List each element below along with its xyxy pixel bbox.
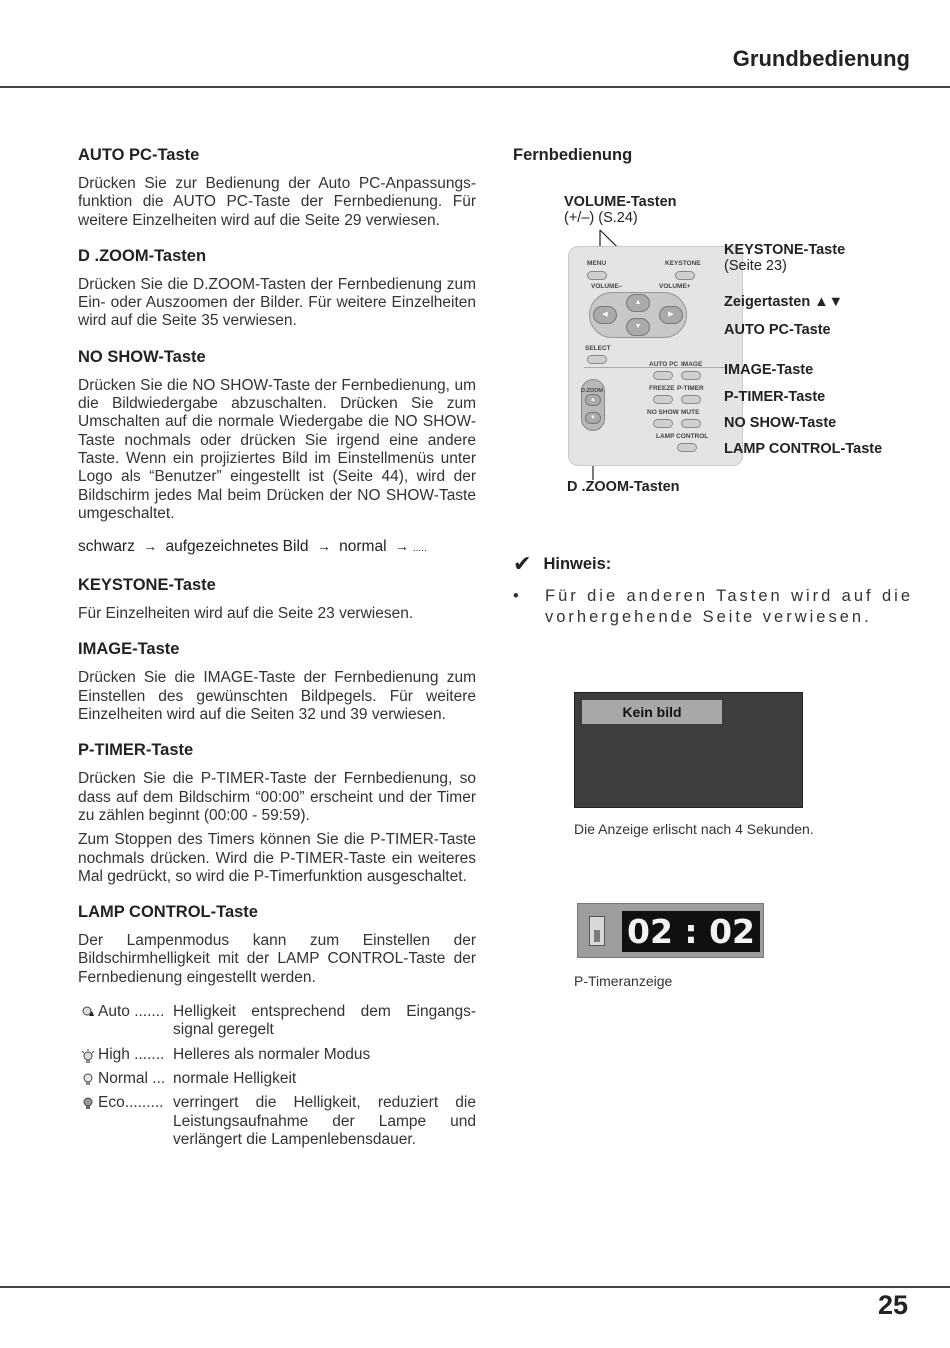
remote-section-title: Fernbedienung — [513, 146, 633, 164]
footer-divider — [0, 1286, 950, 1288]
callout-lamp-control — [724, 441, 882, 457]
callout-no-show — [724, 415, 836, 431]
arrow-right-icon: → — [143, 538, 158, 555]
callout-label: NO SHOW-Taste — [724, 415, 837, 431]
remote-control — [568, 246, 743, 466]
lamp-control-button[interactable] — [677, 443, 697, 452]
section-lamp-control — [78, 903, 476, 1149]
hinweis-text: Für die anderen Tasten wird auf die vorhergehende Seite verwiesen. — [545, 587, 913, 626]
select-button[interactable] — [587, 355, 607, 364]
lamp-auto-icon — [78, 1003, 98, 1040]
remote-label: D.ZOOM — [581, 388, 603, 394]
section-body: Drücken Sie die P-TIMER-Taste der Fernbedienung, so dass auf dem Bildschirm “00:00” erscheint und der Timer zu zählen beginnt (00:00 - 59:59). — [78, 770, 476, 824]
section-body: Drücken Sie zur Bedienung der Auto PC-Anpassungs-funktion die AUTO PC-Taste der Fernbedienung. Für weitere Einzelheiten wird auf die Seite 29 verwiesen. — [78, 175, 476, 229]
pointer-left-button[interactable]: ◀ — [593, 306, 617, 324]
bullet-icon: • — [513, 587, 519, 605]
page-number: 25 — [877, 1290, 908, 1320]
section-keystone — [78, 576, 476, 623]
remote-label: VOLUME+ — [659, 283, 691, 290]
section-title: AUTO PC-Taste — [78, 146, 200, 164]
lamp-mode-name: Normal ... — [98, 1069, 166, 1087]
lamp-mode-desc: Helleres als normaler Modus — [173, 1045, 371, 1063]
hourglass-icon — [589, 916, 605, 946]
callout-label: IMAGE-Taste — [724, 362, 814, 378]
lamp-mode-desc: normale Helligkeit — [173, 1069, 297, 1087]
remote-label: FREEZE — [649, 385, 675, 392]
section-body: Drücken Sie die NO SHOW-Taste der Fernbedienung, um die Bildwiedergabe abzuschalten. Drücken Sie zum Umschalten auf die normale Wiedergabe die NO SHOW-Taste nochmals oder drücken Sie irgend eine andere Taste. Wenn ein projiziertes Bild im Einstellmenüs unter Logo als “Benutzer” eingestellt ist (Seite 44), wird der Bildschirm jedes Mal beim Drücken der NO SHOW-Taste umgeschaltet. — [78, 376, 476, 522]
cycle-ellipsis: ..... — [412, 543, 427, 555]
arrow-right-icon: → — [394, 538, 409, 555]
section-body: Drücken Sie die IMAGE-Taste der Fernbedienung zum Einstellen des gewünschten Bildpegels. Für weitere Einzelheiten wird auf die Seiten 32 und 39 verwiesen. — [78, 669, 476, 724]
callout-dzoom — [567, 479, 680, 495]
no-show-cycle — [78, 538, 476, 556]
keystone-button[interactable] — [675, 271, 695, 280]
lamp-mode-row — [78, 1003, 476, 1040]
hinweis-title: Hinweis: — [543, 554, 612, 573]
remote-diagram — [513, 190, 913, 500]
osd-label: Kein bild — [582, 700, 722, 724]
section-body: Der Lampenmodus kann zum Einstellen der Bildschirmhelligkeit mit der LAMP CONTROL-Taste der Fernbedienung eingestellt werden. — [78, 932, 476, 986]
remote-label: SELECT — [585, 345, 611, 352]
callout-label: P-TIMER-Taste — [724, 389, 826, 405]
remote-label: MUTE — [681, 409, 700, 416]
p-timer-display — [577, 903, 764, 958]
callout-sub: (+/–) (S.24) — [564, 210, 638, 226]
hinweis-heading — [513, 551, 913, 577]
callout-keystone — [724, 242, 845, 274]
pointer-right-button[interactable]: ▶ — [659, 306, 683, 324]
remote-label: MENU — [587, 260, 607, 267]
callout-image — [724, 362, 813, 378]
callout-label: D .ZOOM-Tasten — [567, 479, 680, 495]
remote-label: P-TIMER — [677, 385, 704, 392]
lamp-mode-name: Auto ....... — [98, 1003, 165, 1021]
section-dzoom — [78, 247, 476, 331]
section-auto-pc — [78, 146, 476, 230]
section-title: P-TIMER-Taste — [78, 741, 194, 760]
section-title: KEYSTONE-Taste — [78, 576, 216, 595]
section-body: Drücken Sie die D.ZOOM-Tasten der Fernbedienung zum Ein- oder Auszoomen der Bilder. Für weitere Einzelheiten wird auf die Seite 35 verwiesen. — [78, 275, 476, 330]
mute-button[interactable] — [681, 419, 701, 428]
lamp-mode-row — [78, 1070, 476, 1088]
lamp-mode-row — [78, 1046, 476, 1064]
page-header-title: Grundbedienung — [732, 46, 910, 71]
cycle-step: schwarz — [78, 538, 135, 556]
right-column — [513, 146, 913, 989]
lamp-mode-name: High ....... — [98, 1045, 165, 1063]
section-no-show — [78, 348, 476, 523]
remote-label: VOLUME– — [591, 283, 623, 290]
dzoom-up-button[interactable]: ▲ — [585, 394, 601, 406]
callout-volume — [564, 194, 677, 226]
callout-label: VOLUME-Tasten — [564, 194, 677, 210]
lamp-mode-list — [78, 1003, 476, 1149]
cycle-step: normal — [339, 538, 387, 556]
callout-label: LAMP CONTROL-Taste — [724, 441, 883, 457]
section-title: LAMP CONTROL-Taste — [78, 903, 258, 922]
no-show-button[interactable] — [653, 419, 673, 428]
pointer-up-button[interactable]: ▲ — [626, 294, 650, 312]
dzoom-buttons — [581, 379, 605, 431]
dzoom-down-button[interactable]: ▼ — [585, 412, 601, 424]
remote-label: AUTO PC — [649, 361, 679, 368]
section-image — [78, 640, 476, 724]
section-body: Zum Stoppen des Timers können Sie die P-TIMER-Taste nochmals drücken. Wird die P-TIMER-Taste ein weiteres Mal gedrückt, so wird die P-Timerfunktion ausgeschaltet. — [78, 831, 476, 885]
lamp-normal-icon — [78, 1070, 98, 1088]
header-divider — [0, 86, 950, 88]
callout-sub: (Seite 23) — [724, 258, 787, 274]
section-title: NO SHOW-Taste — [78, 347, 206, 366]
lamp-mode-desc: Helligkeit entsprechend dem Eingangs-signal geregelt — [173, 1003, 476, 1039]
lamp-mode-row — [78, 1094, 476, 1149]
callout-label: Zeigertasten ▲▼ — [724, 294, 843, 310]
checkmark-icon: ✔ — [513, 551, 532, 576]
arrow-right-icon: → — [316, 538, 331, 555]
pointer-down-button[interactable]: ▼ — [626, 318, 650, 336]
osd-caption: Die Anzeige erlischt nach 4 Sekunden. — [574, 821, 814, 837]
callout-auto-pc — [724, 322, 831, 338]
p-timer-button[interactable] — [681, 395, 701, 404]
callout-label: KEYSTONE-Taste — [724, 242, 846, 258]
remote-label: NO SHOW — [647, 409, 679, 416]
timer-caption: P-Timeranzeige — [574, 973, 673, 989]
cycle-step: aufgezeichnetes Bild — [165, 538, 309, 556]
section-title: D .ZOOM-Tasten — [78, 246, 207, 265]
auto-pc-button[interactable] — [653, 371, 673, 380]
callout-label: AUTO PC-Taste — [724, 322, 831, 338]
remote-label: LAMP CONTROL — [656, 433, 709, 440]
section-title: IMAGE-Taste — [78, 640, 180, 659]
remote-label: IMAGE — [681, 361, 703, 368]
pointer-pad — [589, 292, 687, 338]
lamp-eco-icon — [78, 1094, 98, 1149]
remote-label: KEYSTONE — [665, 260, 701, 267]
image-button[interactable] — [681, 371, 701, 380]
lamp-mode-desc: verringert die Helligkeit, reduziert die Leistungsaufnahme der Lampe und verlängert die Lampenlebensdauer. — [173, 1094, 476, 1148]
timer-readout: 02 : 02 — [622, 911, 760, 952]
freeze-button[interactable] — [653, 395, 673, 404]
callout-p-timer — [724, 389, 825, 405]
section-p-timer — [78, 741, 476, 886]
section-body: Für Einzelheiten wird auf die Seite 23 verwiesen. — [78, 605, 414, 623]
hinweis-note — [513, 551, 913, 628]
hinweis-item — [513, 586, 913, 628]
callout-pointer — [724, 294, 843, 310]
lamp-mode-name: Eco......... — [98, 1094, 164, 1112]
left-column — [78, 146, 476, 1166]
menu-button[interactable] — [587, 271, 607, 280]
lamp-high-icon — [78, 1046, 98, 1064]
no-show-osd-screen — [574, 692, 803, 808]
